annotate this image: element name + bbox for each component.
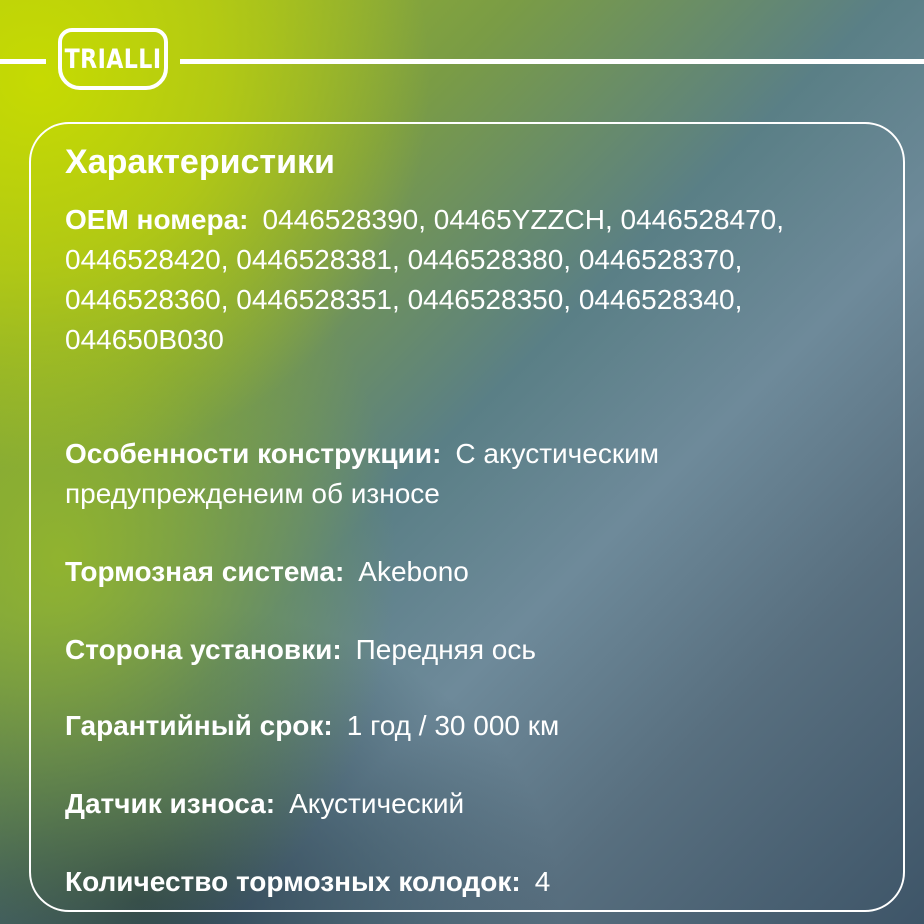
spec-value: 4 (534, 866, 551, 897)
spec-value: 0446528390, 04465YZZCH, 0446528470, 0446528420, 0446528381, 0446528380, 0446528370, 0446528360, 0446528351, 0446528350, 0446528340, 044650B030 (65, 204, 785, 355)
spec-label: Гарантийный срок: (65, 710, 333, 741)
spec-label: Тормозная система: (65, 556, 345, 587)
spec-value: С акустическим предупрежденеим об износе (65, 438, 659, 509)
spec-warranty (65, 706, 865, 746)
spec-wear-sensor (65, 784, 865, 824)
spec-install-side (65, 630, 865, 670)
spec-label: Сторона установки: (65, 634, 342, 665)
spec-value: Akebono (358, 556, 469, 587)
header-divider-left (0, 59, 46, 64)
spec-value: Передняя ось (355, 634, 536, 665)
spec-label: Датчик износа: (65, 788, 276, 819)
spec-value: 1 год / 30 000 км (346, 710, 560, 741)
brand-logo (58, 28, 168, 90)
card-title: Характеристики (65, 143, 335, 181)
spec-pad-count (65, 862, 865, 902)
spec-brake-system (65, 552, 865, 592)
spec-label: Особенности конструкции: (65, 438, 442, 469)
logo-text: TRIALLI (64, 43, 162, 75)
spec-oem-numbers (65, 200, 865, 360)
spec-value: Акустический (289, 788, 465, 819)
spec-label: OEM номера: (65, 204, 249, 235)
header-divider-right (180, 59, 924, 64)
spec-design-features (65, 434, 865, 514)
spec-label: Количество тормозных колодок: (65, 866, 521, 897)
